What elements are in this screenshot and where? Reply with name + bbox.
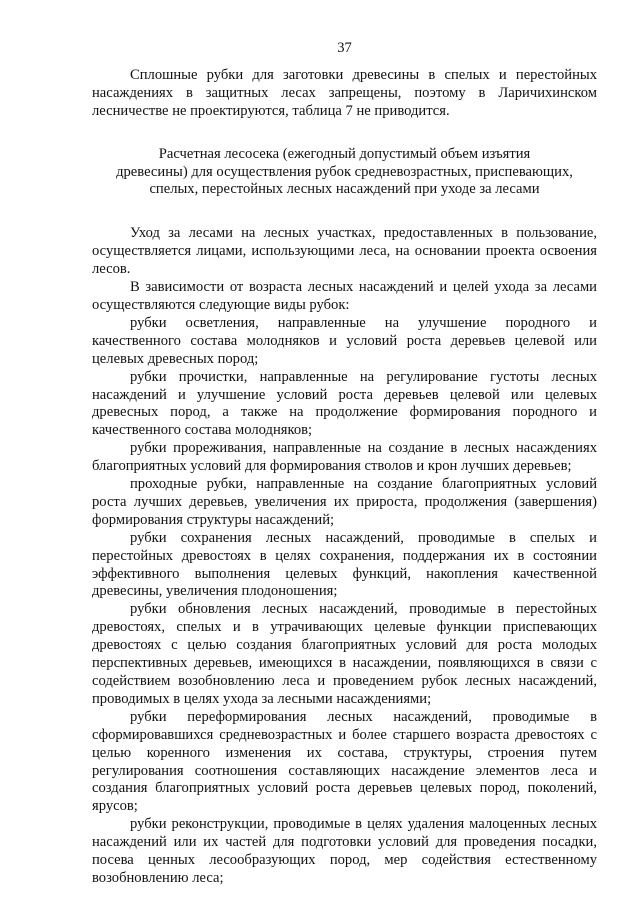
list-item-thinning-cuts: рубки прореживания, направленные на создание в лесных насаждениях благоприятных условий для формирования стволов и крон лучших деревьев; [92, 440, 597, 475]
heading-line: древесины) для осуществления рубок средневозрастных, приспевающих, [116, 163, 573, 180]
heading-line: Расчетная лесосека (ежегодный допустимый объем изъятия [158, 145, 531, 162]
list-item-cleaning-cuts: рубки прочистки, направленные на регулирование густоты лесных насаждений и улучшение условий роста деревьев целевой или целевых древесных пород, а также на продолжение формирования породного и качественного состава молодняков; [92, 368, 597, 439]
section-heading [92, 146, 597, 200]
list-item-clearing-cuts: рубки осветления, направленные на улучшение породного и качественного состава молодняков и условий роста деревьев целевой или целевых древесных пород; [92, 314, 597, 367]
page-number: 37 [337, 40, 352, 56]
list-item-renewal-cuts: рубки обновления лесных насаждений, проводимые в перестойных древостоях, спелых и в утрачивающих целевые функции приспевающих древостоях с целью создания благоприятных условий для роста молодых перспективных деревьев, имеющихся в насаждении, появляющихся в связи с содействием возобновлению леса и проведением рубок лесных насаждений, проводимых в целях ухода за лесными насаждениями; [92, 601, 597, 707]
list-item-reconstruction-cuts: рубки реконструкции, проводимые в целях удаления малоценных лесных насаждений или их частей для подготовки условий для проведения посадки, посева ценных лесообразующих пород, мер содействия естественному возобновлению леса; [92, 816, 597, 886]
heading-line: спелых, перестойных лесных насаждений при уходе за лесами [149, 181, 540, 198]
list-item-reformation-cuts: рубки переформирования лесных насаждений, проводимые в сформировавшихся средневозрастных и более старшего возраста древостоях с целью коренного изменения их состава, структуры, строения путем регулирования соотношения составляющих насаждение элементов леса и создания благоприятных условий роста деревьев целевых пород, поколений, ярусов; [92, 708, 597, 815]
list-item-preservation-cuts: рубки сохранения лесных насаждений, проводимые в спелых и перестойных древостоях в целях сохранения, поддержания их в состоянии эффективного выполнения целевых функций, накопления качественной древесины, увеличения плодоношения; [92, 529, 597, 600]
body-paragraph: В зависимости от возраста лесных насаждений и целей ухода за лесами осуществляются следующие виды рубок: [92, 279, 597, 313]
list-item-passage-cuts: проходные рубки, направленные на создание благоприятных условий роста лучших деревьев, увеличения их прироста, продолжения (завершения) формирования структуры насаждений; [92, 476, 597, 528]
body-paragraph: Уход за лесами на лесных участках, предоставленных в пользование, осуществляется лицами, использующими леса, на основании проекта освоения лесов. [92, 225, 597, 278]
intro-paragraph: Сплошные рубки для заготовки древесины в спелых и перестойных насаждениях в защитных лесах запрещены, поэтому в Ларичихинском лесничестве не проектируются, таблица 7 не приводится. [92, 66, 597, 119]
document-page [92, 40, 597, 888]
